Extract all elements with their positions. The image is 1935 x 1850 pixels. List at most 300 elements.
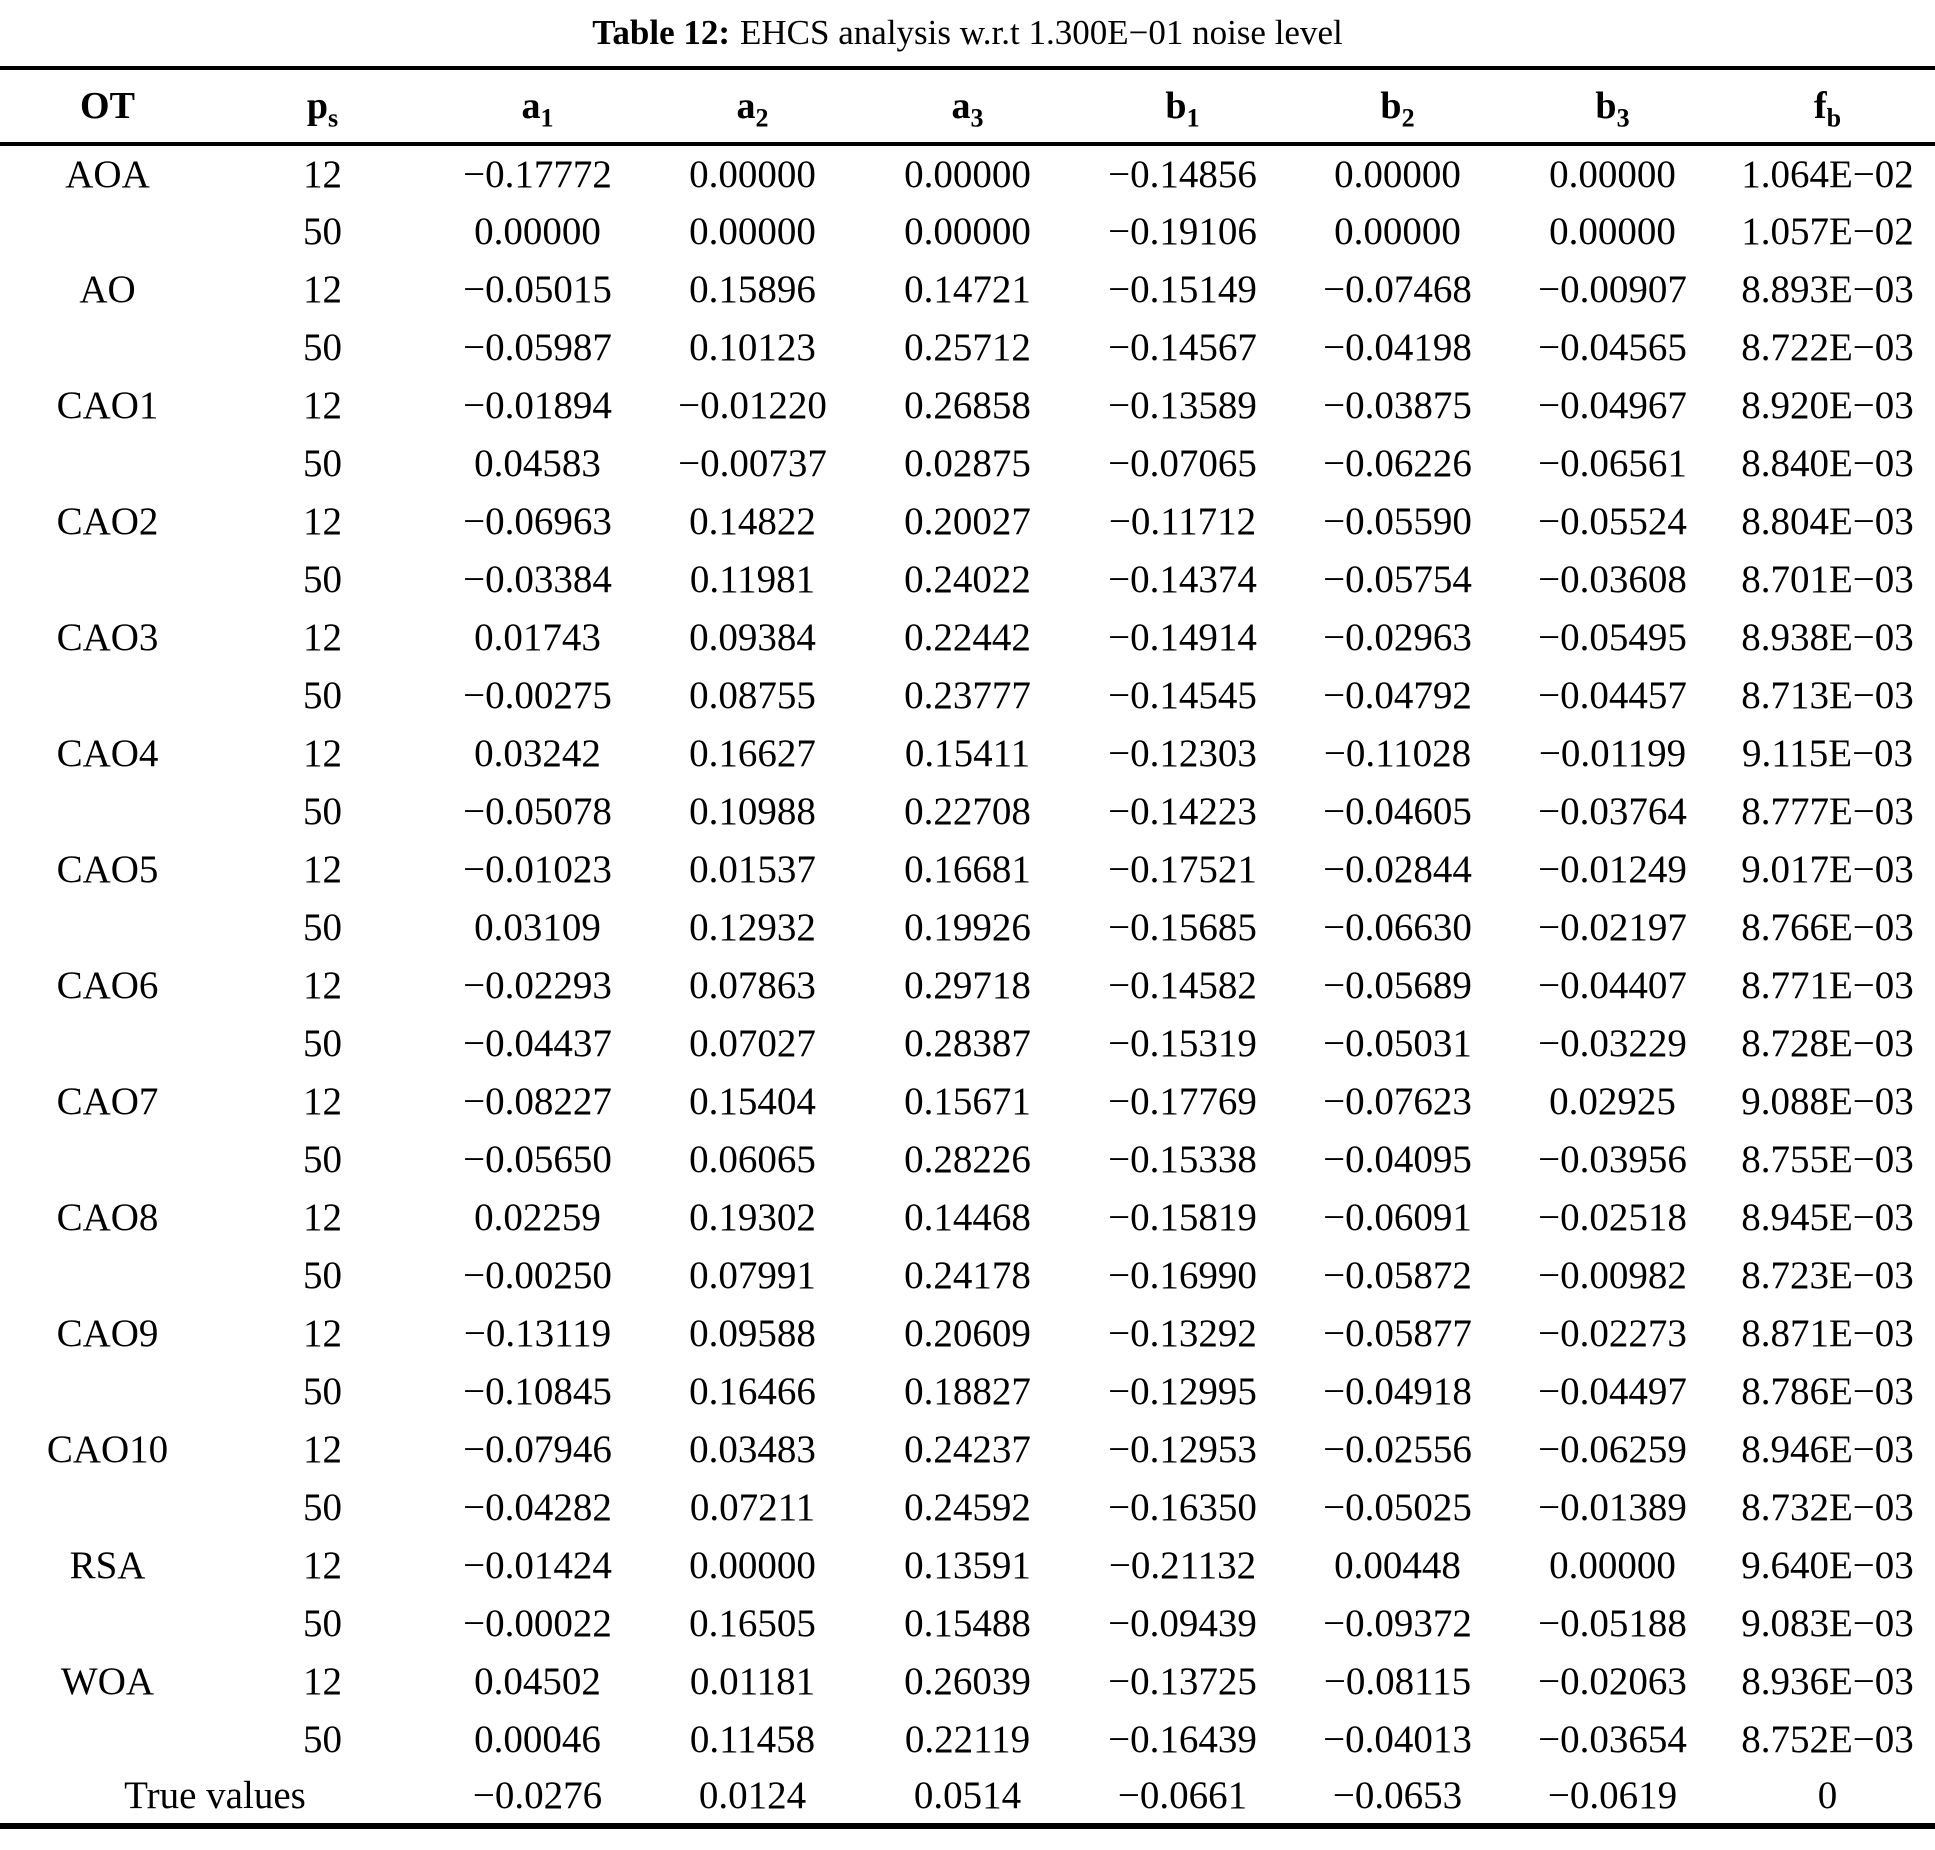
cell-ps: 12 xyxy=(303,1427,342,1471)
cell-value: −0.04918 xyxy=(1323,1369,1472,1413)
cell-value: 8.701E−03 xyxy=(1741,557,1914,601)
cell-value: −0.05650 xyxy=(463,1137,612,1181)
results-table xyxy=(0,66,1935,1829)
table-row xyxy=(0,1710,1935,1768)
cell-value: −0.06630 xyxy=(1323,905,1472,949)
cell-ot xyxy=(0,1594,215,1652)
cell-value: 8.713E−03 xyxy=(1741,673,1914,717)
cell-ps: 12 xyxy=(303,499,342,543)
cell-ps: 50 xyxy=(303,789,342,833)
cell-value: 0.14822 xyxy=(689,499,816,543)
table-row xyxy=(0,1362,1935,1420)
cell-ot: CAO8 xyxy=(56,1195,159,1239)
cell-ps: 12 xyxy=(303,1079,342,1123)
cell-ot xyxy=(0,666,215,724)
cell-value: −0.03384 xyxy=(463,557,612,601)
cell-ot xyxy=(0,318,215,376)
cell-value: 9.115E−03 xyxy=(1741,731,1914,775)
cell-value: −0.04407 xyxy=(1538,963,1687,1007)
cell-value: −0.04497 xyxy=(1538,1369,1687,1413)
cell-value: −0.09372 xyxy=(1323,1601,1472,1645)
cell-ot: CAO3 xyxy=(56,615,159,659)
cell-value: −0.00250 xyxy=(463,1253,612,1297)
cell-value: 0.26039 xyxy=(904,1659,1031,1703)
column-header-subscript: 3 xyxy=(1616,103,1630,133)
cell-value: 8.804E−03 xyxy=(1741,499,1914,543)
cell-ot: AOA xyxy=(65,152,150,196)
cell-value: 0.11981 xyxy=(689,557,816,601)
cell-value: 0.02925 xyxy=(1549,1079,1676,1123)
cell-value: 0.00448 xyxy=(1334,1543,1461,1587)
cell-value: −0.13119 xyxy=(463,1311,612,1355)
cell-ot xyxy=(0,550,215,608)
column-header-subscript: 3 xyxy=(970,103,984,133)
cell-value: 0.00000 xyxy=(1549,152,1676,196)
cell-ot: CAO7 xyxy=(56,1079,159,1123)
cell-value: 0.20027 xyxy=(904,499,1031,543)
cell-ps: 50 xyxy=(303,209,342,253)
cell-value: −0.17521 xyxy=(1108,847,1257,891)
cell-value: −0.14582 xyxy=(1108,963,1257,1007)
cell-value: −0.01220 xyxy=(678,383,827,427)
cell-value: 0.08755 xyxy=(689,673,816,717)
table-row xyxy=(0,956,1935,1014)
table-row xyxy=(0,724,1935,782)
cell-value: −0.01249 xyxy=(1538,847,1687,891)
cell-ps: 50 xyxy=(303,1601,342,1645)
cell-value: −0.0276 xyxy=(472,1774,603,1817)
cell-ps: 50 xyxy=(303,1021,342,1065)
cell-ps: 12 xyxy=(303,1659,342,1703)
cell-value: 8.732E−03 xyxy=(1741,1485,1914,1529)
cell-value: 0.15896 xyxy=(689,267,816,311)
cell-value: −0.11712 xyxy=(1108,499,1257,543)
cell-value: 0.01743 xyxy=(474,615,601,659)
cell-value: −0.03654 xyxy=(1538,1717,1687,1761)
cell-value: −0.02293 xyxy=(463,963,612,1007)
cell-value: −0.19106 xyxy=(1108,209,1257,253)
cell-value: 0.01181 xyxy=(689,1659,816,1703)
true-values-row xyxy=(0,1768,1935,1826)
cell-value: −0.04565 xyxy=(1538,325,1687,369)
cell-value: 0.00000 xyxy=(689,209,816,253)
true-values-label: True values xyxy=(124,1774,306,1817)
cell-value: −0.14856 xyxy=(1108,152,1257,196)
cell-value: 9.088E−03 xyxy=(1741,1079,1914,1123)
cell-value: 0.00046 xyxy=(474,1717,601,1761)
cell-value: 8.871E−03 xyxy=(1741,1311,1914,1355)
cell-value: 9.640E−03 xyxy=(1741,1543,1914,1587)
cell-value: 8.723E−03 xyxy=(1741,1253,1914,1297)
cell-value: 0.03242 xyxy=(474,731,601,775)
table-row xyxy=(0,608,1935,666)
cell-value: −0.15685 xyxy=(1108,905,1257,949)
cell-ps: 50 xyxy=(303,905,342,949)
table-caption xyxy=(0,0,1935,66)
table-row xyxy=(0,840,1935,898)
cell-value: 0.00000 xyxy=(1334,209,1461,253)
cell-value: 0.04502 xyxy=(474,1659,601,1703)
cell-ot xyxy=(0,898,215,956)
cell-value: 8.938E−03 xyxy=(1741,615,1914,659)
column-header-base: b xyxy=(1595,85,1617,127)
cell-value: −0.12995 xyxy=(1108,1369,1257,1413)
cell-value: −0.03229 xyxy=(1538,1021,1687,1065)
cell-ps: 12 xyxy=(303,847,342,891)
cell-value: 0.16681 xyxy=(904,847,1031,891)
cell-value: 0.07991 xyxy=(689,1253,816,1297)
table-row xyxy=(0,782,1935,840)
cell-value: −0.05877 xyxy=(1323,1311,1472,1355)
cell-value: 0.09384 xyxy=(689,615,816,659)
column-header-b2 xyxy=(1290,68,1505,144)
cell-value: 8.766E−03 xyxy=(1741,905,1914,949)
cell-value: −0.04792 xyxy=(1323,673,1472,717)
cell-value: −0.17772 xyxy=(463,152,612,196)
cell-value: 0.06065 xyxy=(689,1137,816,1181)
cell-value: −0.05754 xyxy=(1323,557,1472,601)
cell-value: −0.02273 xyxy=(1538,1311,1687,1355)
table-row xyxy=(0,318,1935,376)
cell-value: −0.14567 xyxy=(1108,325,1257,369)
cell-value: −0.05689 xyxy=(1323,963,1472,1007)
cell-value: 8.771E−03 xyxy=(1741,963,1914,1007)
cell-value: 0.04583 xyxy=(474,441,601,485)
cell-value: −0.15338 xyxy=(1108,1137,1257,1181)
cell-value: 0.00000 xyxy=(474,209,601,253)
cell-value: −0.06091 xyxy=(1323,1195,1472,1239)
cell-value: 0.19302 xyxy=(689,1195,816,1239)
cell-value: −0.05188 xyxy=(1538,1601,1687,1645)
cell-value: 0.28387 xyxy=(904,1021,1031,1065)
cell-value: 0.16627 xyxy=(689,731,816,775)
table-row xyxy=(0,666,1935,724)
cell-value: −0.12303 xyxy=(1108,731,1257,775)
table-row xyxy=(0,1652,1935,1710)
cell-value: −0.06963 xyxy=(463,499,612,543)
column-header-base: OT xyxy=(80,85,135,127)
cell-value: 0.15488 xyxy=(904,1601,1031,1645)
cell-value: 8.893E−03 xyxy=(1741,267,1914,311)
cell-value: −0.14545 xyxy=(1108,673,1257,717)
cell-value: 0.02875 xyxy=(904,441,1031,485)
column-header-base: f xyxy=(1813,85,1827,127)
cell-value: −0.16350 xyxy=(1108,1485,1257,1529)
column-header-base: a xyxy=(951,85,971,127)
column-header-fb xyxy=(1720,68,1935,144)
results-table-body xyxy=(0,144,1935,1826)
cell-value: 8.786E−03 xyxy=(1741,1369,1914,1413)
cell-ot: CAO6 xyxy=(56,963,159,1007)
cell-value: 0.12932 xyxy=(689,905,816,949)
cell-value: −0.07468 xyxy=(1323,267,1472,311)
table-row xyxy=(0,1072,1935,1130)
cell-value: −0.10845 xyxy=(463,1369,612,1413)
column-header-b1 xyxy=(1075,68,1290,144)
cell-value: 0.10123 xyxy=(689,325,816,369)
cell-value: −0.05987 xyxy=(463,325,612,369)
cell-ps: 50 xyxy=(303,557,342,601)
cell-value: −0.05031 xyxy=(1323,1021,1472,1065)
cell-ot: CAO1 xyxy=(56,383,159,427)
cell-value: −0.02197 xyxy=(1538,905,1687,949)
cell-ot xyxy=(0,434,215,492)
cell-ps: 12 xyxy=(303,1311,342,1355)
cell-ot xyxy=(0,1478,215,1536)
table-caption-text: EHCS analysis w.r.t 1.300E−01 noise level xyxy=(740,13,1343,52)
cell-value: 0.24022 xyxy=(904,557,1031,601)
cell-ot: RSA xyxy=(69,1543,146,1587)
cell-value: −0.08227 xyxy=(463,1079,612,1123)
table-row xyxy=(0,1420,1935,1478)
cell-value: −0.0661 xyxy=(1117,1774,1248,1817)
cell-value: −0.04967 xyxy=(1538,383,1687,427)
cell-value: −0.01389 xyxy=(1538,1485,1687,1529)
cell-value: 0.02259 xyxy=(474,1195,601,1239)
column-header-b3 xyxy=(1505,68,1720,144)
cell-ot: CAO4 xyxy=(56,731,159,775)
column-header-ot xyxy=(0,68,215,144)
cell-value: 8.722E−03 xyxy=(1741,325,1914,369)
cell-value: 0.19926 xyxy=(904,905,1031,949)
cell-value: −0.14223 xyxy=(1108,789,1257,833)
cell-value: 0.11458 xyxy=(689,1717,816,1761)
cell-value: −0.21132 xyxy=(1108,1543,1257,1587)
table-row xyxy=(0,202,1935,260)
cell-value: 0.14468 xyxy=(904,1195,1031,1239)
cell-value: 0.03483 xyxy=(689,1427,816,1471)
column-header-a1 xyxy=(430,68,645,144)
cell-value: −0.14914 xyxy=(1108,615,1257,659)
cell-value: −0.07623 xyxy=(1323,1079,1472,1123)
cell-value: −0.00275 xyxy=(463,673,612,717)
cell-value: −0.04198 xyxy=(1323,325,1472,369)
column-header-ps xyxy=(215,68,430,144)
cell-ot: CAO5 xyxy=(56,847,159,891)
cell-value: 0.00000 xyxy=(1549,209,1676,253)
cell-value: 0.07863 xyxy=(689,963,816,1007)
cell-value: −0.01894 xyxy=(463,383,612,427)
cell-value: 0.15411 xyxy=(904,731,1031,775)
cell-ot xyxy=(0,1362,215,1420)
cell-ot xyxy=(0,1246,215,1304)
cell-ps: 50 xyxy=(303,1369,342,1413)
cell-value: 0.22708 xyxy=(904,789,1031,833)
cell-value: 0.10988 xyxy=(689,789,816,833)
cell-ot xyxy=(0,782,215,840)
cell-ps: 12 xyxy=(303,267,342,311)
cell-value: 0.00000 xyxy=(904,152,1031,196)
cell-value: 0.00000 xyxy=(1334,152,1461,196)
cell-value: 0.22119 xyxy=(904,1717,1031,1761)
cell-value: −0.00982 xyxy=(1538,1253,1687,1297)
cell-value: −0.00907 xyxy=(1538,267,1687,311)
cell-value: −0.07065 xyxy=(1108,441,1257,485)
cell-value: 1.057E−02 xyxy=(1741,209,1914,253)
cell-value: −0.04437 xyxy=(463,1021,612,1065)
cell-value: 0.00000 xyxy=(904,209,1031,253)
cell-ps: 50 xyxy=(303,1253,342,1297)
cell-ps: 12 xyxy=(303,152,342,196)
column-header-subscript: 2 xyxy=(755,103,769,133)
cell-value: 0.16505 xyxy=(689,1601,816,1645)
cell-value: 0.28226 xyxy=(904,1137,1031,1181)
cell-value: −0.07946 xyxy=(463,1427,612,1471)
cell-value: −0.04605 xyxy=(1323,789,1472,833)
cell-ot: WOA xyxy=(60,1659,155,1703)
cell-value: 0.01537 xyxy=(689,847,816,891)
cell-value: 0.24178 xyxy=(904,1253,1031,1297)
cell-value: −0.02063 xyxy=(1538,1659,1687,1703)
cell-value: 8.945E−03 xyxy=(1741,1195,1914,1239)
cell-value: −0.06226 xyxy=(1323,441,1472,485)
cell-value: −0.14374 xyxy=(1108,557,1257,601)
cell-value: −0.00022 xyxy=(463,1601,612,1645)
column-header-subscript: 2 xyxy=(1401,103,1415,133)
cell-value: −0.00737 xyxy=(678,441,827,485)
cell-value: 0.0514 xyxy=(913,1774,1022,1817)
table-caption-label: Table 12: xyxy=(592,13,731,52)
cell-value: 8.755E−03 xyxy=(1741,1137,1914,1181)
cell-value: 0.15404 xyxy=(689,1079,816,1123)
table-row xyxy=(0,898,1935,956)
cell-value: −0.13292 xyxy=(1108,1311,1257,1355)
cell-value: −0.02518 xyxy=(1538,1195,1687,1239)
cell-ot xyxy=(0,1014,215,1072)
cell-value: −0.03608 xyxy=(1538,557,1687,601)
column-header-subscript: s xyxy=(328,103,339,133)
cell-value: 8.728E−03 xyxy=(1741,1021,1914,1065)
cell-value: 0.29718 xyxy=(904,963,1031,1007)
cell-value: 0.15671 xyxy=(904,1079,1031,1123)
cell-value: −0.05025 xyxy=(1323,1485,1472,1529)
cell-value: −0.02844 xyxy=(1323,847,1472,891)
cell-value: 0.00000 xyxy=(1549,1543,1676,1587)
cell-value: −0.17769 xyxy=(1108,1079,1257,1123)
cell-value: 9.017E−03 xyxy=(1741,847,1914,891)
cell-ps: 12 xyxy=(303,615,342,659)
column-header-a3 xyxy=(860,68,1075,144)
cell-value: −0.03875 xyxy=(1323,383,1472,427)
cell-ps: 50 xyxy=(303,1717,342,1761)
table-row xyxy=(0,1130,1935,1188)
cell-ot: CAO2 xyxy=(56,499,159,543)
cell-value: −0.04457 xyxy=(1538,673,1687,717)
cell-value: 0.00000 xyxy=(689,1543,816,1587)
cell-value: 0.25712 xyxy=(904,325,1031,369)
cell-ps: 12 xyxy=(303,1195,342,1239)
cell-value: 9.083E−03 xyxy=(1741,1601,1914,1645)
cell-value: 8.752E−03 xyxy=(1741,1717,1914,1761)
cell-value: −0.02556 xyxy=(1323,1427,1472,1471)
cell-value: −0.0619 xyxy=(1547,1774,1678,1817)
table-row xyxy=(0,1304,1935,1362)
cell-value: −0.11028 xyxy=(1323,731,1472,775)
column-header-base: b xyxy=(1380,85,1402,127)
column-header-base: p xyxy=(306,85,328,127)
cell-value: −0.13589 xyxy=(1108,383,1257,427)
cell-value: 0.24592 xyxy=(904,1485,1031,1529)
cell-value: −0.05872 xyxy=(1323,1253,1472,1297)
cell-value: −0.12953 xyxy=(1108,1427,1257,1471)
cell-value: −0.03764 xyxy=(1538,789,1687,833)
cell-value: 0.24237 xyxy=(904,1427,1031,1471)
table-row xyxy=(0,1188,1935,1246)
cell-ot xyxy=(0,1710,215,1768)
cell-ps: 12 xyxy=(303,963,342,1007)
table-row xyxy=(0,144,1935,202)
cell-value: −0.05015 xyxy=(463,267,612,311)
cell-ps: 50 xyxy=(303,1137,342,1181)
cell-value: −0.04013 xyxy=(1323,1717,1472,1761)
cell-value: 0.07027 xyxy=(689,1021,816,1065)
cell-value: 0.09588 xyxy=(689,1311,816,1355)
cell-value: −0.04095 xyxy=(1323,1137,1472,1181)
cell-value: 8.840E−03 xyxy=(1741,441,1914,485)
cell-ps: 50 xyxy=(303,325,342,369)
column-header-base: b xyxy=(1165,85,1187,127)
cell-value: 0.26858 xyxy=(904,383,1031,427)
cell-value: 0.07211 xyxy=(689,1485,816,1529)
cell-value: 0 xyxy=(1817,1774,1838,1817)
cell-value: −0.04282 xyxy=(463,1485,612,1529)
column-header-subscript: 1 xyxy=(540,103,554,133)
cell-ps: 50 xyxy=(303,441,342,485)
table-row xyxy=(0,1536,1935,1594)
column-header-subscript: b xyxy=(1826,103,1842,133)
cell-value: 0.03109 xyxy=(474,905,601,949)
cell-ot: CAO9 xyxy=(56,1311,159,1355)
cell-ps: 12 xyxy=(303,383,342,427)
cell-ps: 50 xyxy=(303,1485,342,1529)
table-row xyxy=(0,1594,1935,1652)
column-header-base: a xyxy=(736,85,756,127)
column-header-subscript: 1 xyxy=(1186,103,1200,133)
cell-value: −0.0653 xyxy=(1332,1774,1463,1817)
cell-value: −0.13725 xyxy=(1108,1659,1257,1703)
column-header-a2 xyxy=(645,68,860,144)
cell-value: −0.15319 xyxy=(1108,1021,1257,1065)
cell-value: 0.23777 xyxy=(904,673,1031,717)
cell-value: 1.064E−02 xyxy=(1741,152,1914,196)
column-header-base: a xyxy=(521,85,541,127)
cell-value: 0.00000 xyxy=(689,152,816,196)
cell-value: −0.05495 xyxy=(1538,615,1687,659)
cell-value: −0.02963 xyxy=(1323,615,1472,659)
cell-value: 8.936E−03 xyxy=(1741,1659,1914,1703)
cell-value: 0.16466 xyxy=(689,1369,816,1413)
table-row xyxy=(0,434,1935,492)
table-row xyxy=(0,260,1935,318)
table-row xyxy=(0,376,1935,434)
cell-value: −0.03956 xyxy=(1538,1137,1687,1181)
table-row xyxy=(0,550,1935,608)
cell-value: 0.20609 xyxy=(904,1311,1031,1355)
cell-value: −0.16990 xyxy=(1108,1253,1257,1297)
cell-value: 0.14721 xyxy=(904,267,1031,311)
results-table-header xyxy=(0,68,1935,144)
cell-value: −0.05590 xyxy=(1323,499,1472,543)
cell-value: −0.16439 xyxy=(1108,1717,1257,1761)
cell-ot: CAO10 xyxy=(46,1427,169,1471)
cell-value: −0.05078 xyxy=(463,789,612,833)
cell-ot: AO xyxy=(79,267,136,311)
cell-value: 0.0124 xyxy=(698,1774,807,1817)
table-row xyxy=(0,1478,1935,1536)
cell-ps: 12 xyxy=(303,731,342,775)
table-row xyxy=(0,1014,1935,1072)
cell-value: −0.05524 xyxy=(1538,499,1687,543)
